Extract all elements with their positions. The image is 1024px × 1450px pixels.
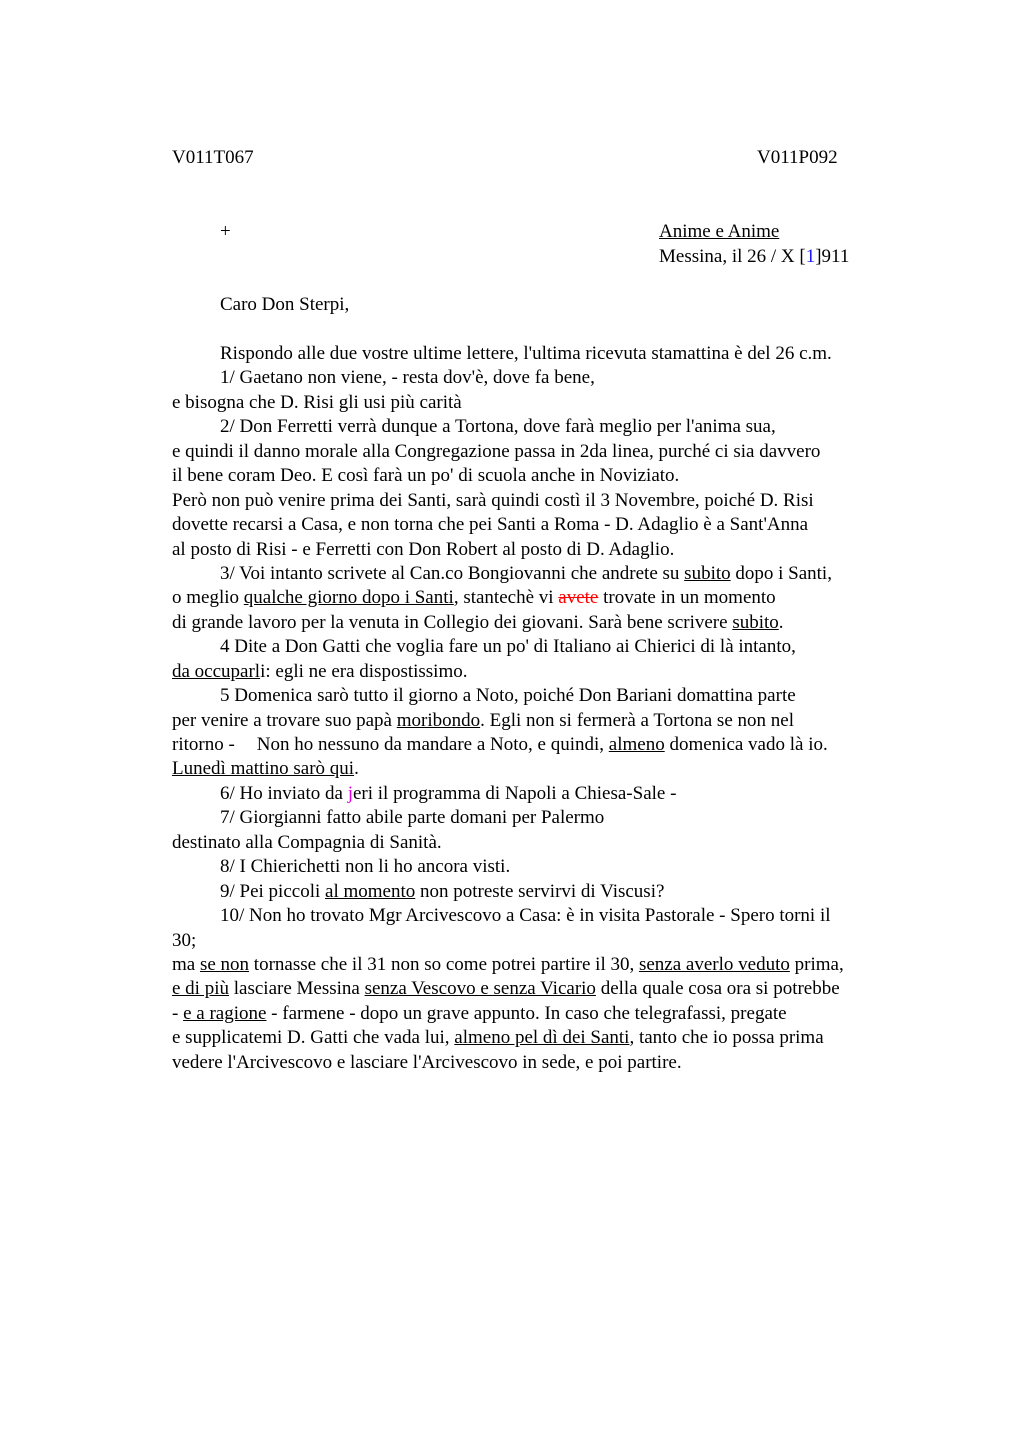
date-insert: 1: [805, 245, 816, 267]
body-line: 7/ Giorgianni fatto abile parte domani per Palermo: [220, 807, 605, 829]
text-run: . Egli non si fermerà a Tortona se non nel: [480, 709, 794, 731]
text-run: tornasse che il 31 non so come potrei partire il 30,: [249, 953, 639, 975]
text-run: ma: [172, 953, 200, 975]
text-run: i: egli ne era dispostissimo.: [260, 660, 468, 682]
text-run: lasciare Messina: [229, 978, 365, 1000]
letter-heading: [659, 220, 849, 269]
body-line: 30;: [172, 929, 197, 951]
body-line: al posto di Risi - e Ferretti con Don Robert al posto di D. Adaglio.: [172, 538, 675, 560]
body-line: [172, 1002, 912, 1026]
underlined-text: e di più: [172, 978, 229, 1000]
body-line: e bisogna che D. Risi gli usi più carità: [172, 391, 462, 413]
text-run: ritorno -: [172, 734, 235, 755]
text-run: trovate in un momento: [598, 587, 776, 609]
text-run: dopo i Santi,: [730, 562, 832, 584]
text-run: eri il programma di Napoli a Chiesa-Sale -: [352, 782, 677, 804]
underlined-text: subito: [684, 562, 731, 584]
text-run: prima,: [789, 953, 844, 975]
body-line: [172, 953, 912, 977]
letter-body: [172, 342, 912, 1075]
body-line: [172, 660, 912, 684]
body-line: il bene coram Deo. E così farà un po' di scuola anche in Noviziato.: [172, 465, 680, 487]
body-line: vedere l'Arcivescovo e lasciare l'Arcivescovo in sede, e poi partire.: [172, 1051, 682, 1073]
body-line: [172, 562, 912, 586]
body-line: 8/ I Chierichetti non li ho ancora visti.: [220, 856, 511, 878]
body-line: [172, 1026, 912, 1050]
text-run: -: [172, 1002, 184, 1024]
body-line: [172, 977, 912, 1001]
body-line: [172, 733, 912, 757]
body-line: 2/ Don Ferretti verrà dunque a Tortona, dove farà meglio per l'anima sua,: [220, 416, 776, 438]
text-run: della quale cosa ora si potrebbe: [595, 978, 840, 1000]
body-line: e quindi il danno morale alla Congregazione passa in 2da linea, purché ci sia davvero: [172, 440, 821, 462]
text-run: - farmene - dopo un grave appunto. In caso che telegrafassi, pregate: [266, 1002, 787, 1024]
motto: Anime e Anime: [659, 221, 780, 242]
body-line: [172, 880, 912, 904]
text-run: di grande lavoro per la venuta in Collegio dei giovani. Sarà bene scrivere: [172, 611, 733, 633]
text-run: 6/ Ho inviato da: [220, 782, 348, 804]
underlined-text: qualche giorno dopo i Santi: [243, 587, 454, 609]
text-run: e supplicatemi D. Gatti che vada lui,: [172, 1027, 455, 1049]
date-prefix: Messina, il 26 / X [: [659, 245, 806, 267]
underlined-text: senza averlo veduto: [638, 953, 790, 975]
underlined-text: almeno pel dì dei Santi: [454, 1027, 630, 1049]
place-date: [659, 245, 849, 270]
body-line: destinato alla Compagnia di Sanità.: [172, 831, 442, 853]
text-run: , stantechè vi: [453, 587, 559, 609]
text-run: 9/ Pei piccoli: [220, 880, 326, 902]
body-line: 4 Dite a Don Gatti che voglia fare un po' di Italiano ai Chierici di là intanto,: [220, 636, 796, 658]
underlined-text: senza Vescovo e senza Vicario: [364, 978, 596, 1000]
body-line: dovette recarsi a Casa, e non torna che pei Santi a Roma - D. Adaglio è a Sant'Anna: [172, 514, 809, 536]
body-line: [172, 611, 912, 635]
underlined-text: al momento: [325, 880, 416, 902]
underlined-text: se non: [199, 953, 250, 975]
text-run: non potreste servirvi di Viscusi?: [415, 880, 665, 902]
corrected-letter: j: [347, 782, 353, 804]
body-line: 5 Domenica sarò tutto il giorno a Noto, poiché Don Bariani domattina parte: [220, 685, 796, 707]
underlined-text: almeno: [608, 734, 665, 755]
text-run: 3/ Voi intanto scrivete al Can.co Bongiovanni che andrete su: [220, 562, 685, 584]
text-run: .: [778, 611, 784, 633]
cross-symbol: +: [220, 221, 231, 242]
text-run: per venire a trovare suo papà: [172, 709, 397, 731]
text-run: domenica vado là io.: [664, 734, 828, 755]
body-line: [172, 586, 912, 610]
underlined-text: moribondo: [396, 709, 481, 731]
body-line: Però non può venire prima dei Santi, sarà quindi costì il 3 Novembre, poiché D. Risi: [172, 489, 814, 511]
body-line: Rispondo alle due vostre ultime lettere, l'ultima ricevuta stamattina è del 26 c.m.: [220, 343, 832, 364]
text-run: o meglio: [172, 587, 244, 609]
body-line: 1/ Gaetano non viene, - resta dov'è, dove fa bene,: [220, 367, 595, 389]
body-line: [172, 757, 912, 781]
underlined-text: e a ragione: [183, 1002, 267, 1024]
underlined-text: subito: [732, 611, 779, 633]
text-run: , tanto che io possa prima: [629, 1027, 824, 1049]
document-code-right: V011P092: [757, 147, 838, 168]
text-run: Non ho nessuno da mandare a Noto, e quindi,: [256, 734, 609, 755]
body-line: 10/ Non ho trovato Mgr Arcivescovo a Casa: è in visita Pastorale - Spero torni il: [220, 905, 831, 927]
body-line: [172, 782, 912, 806]
salutation: Caro Don Sterpi,: [220, 294, 350, 315]
underlined-text: da occuparl: [172, 660, 261, 682]
text-run: .: [354, 758, 359, 780]
underlined-text: Lunedì mattino sarò qui: [172, 758, 355, 780]
body-line: [172, 709, 912, 733]
struck-text: avete: [558, 587, 599, 609]
document-code-left: V011T067: [172, 147, 254, 168]
date-suffix: ]911: [815, 245, 850, 267]
